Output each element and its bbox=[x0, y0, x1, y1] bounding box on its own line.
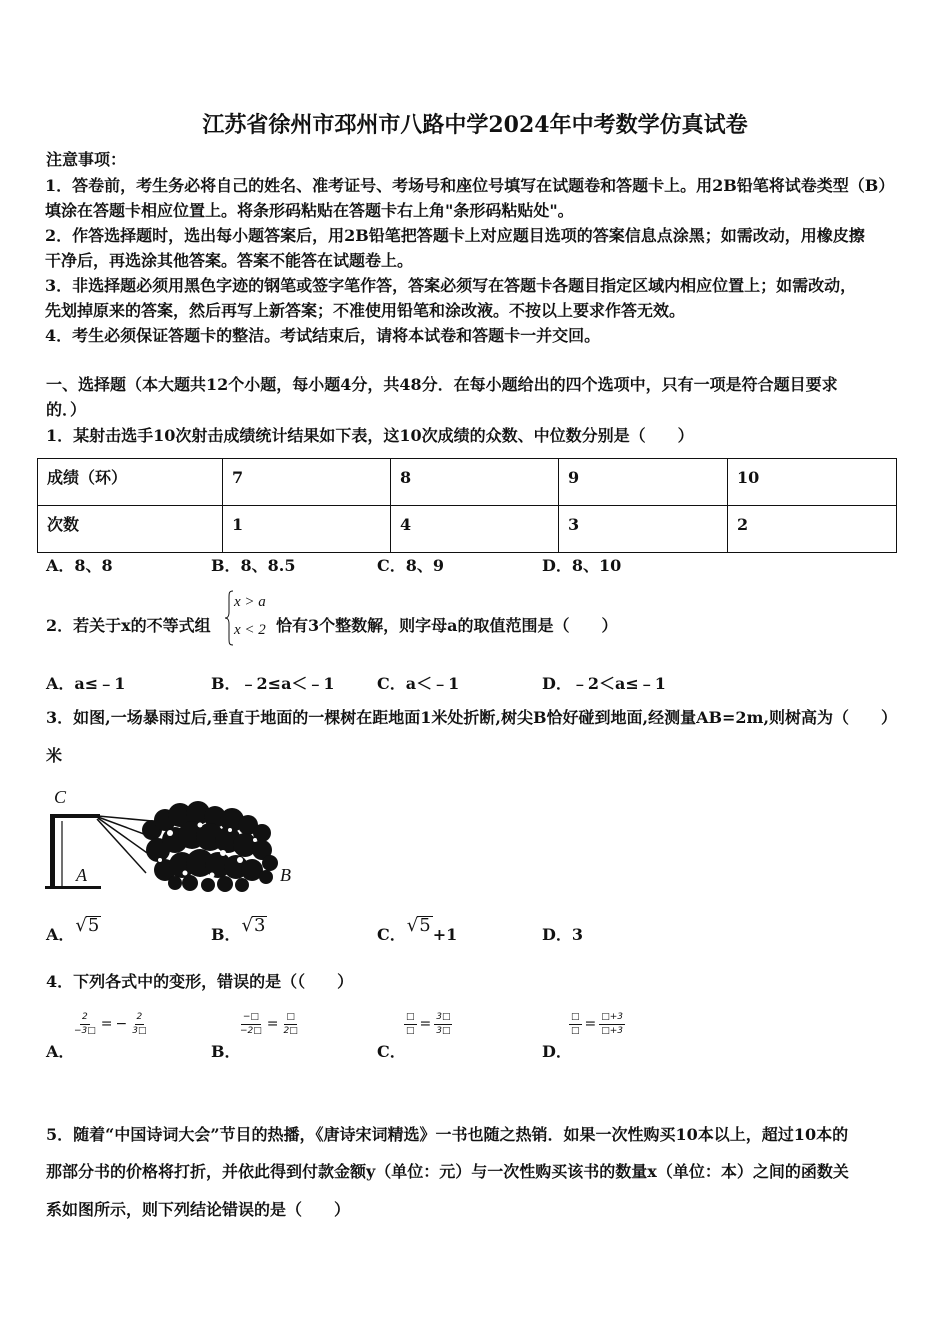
q3-option-d bbox=[542, 925, 583, 945]
table-row bbox=[38, 459, 897, 506]
radicand: 5 bbox=[419, 915, 431, 936]
radicand: 5 bbox=[87, 915, 100, 936]
question-1-stem: 1．某射击选手10次射击成绩统计结果如下表，这10次成绩的众数、中位数分别是（ ） bbox=[46, 426, 694, 445]
tree-trunk bbox=[45, 814, 101, 889]
question-3-stem: 米 bbox=[46, 746, 63, 765]
numerator: □ bbox=[404, 1012, 417, 1025]
table-cell: 4 bbox=[391, 506, 559, 553]
question-2-stem-start: 2．若关于x的不等式组 bbox=[46, 616, 211, 635]
q1-option-a: A．8、8 bbox=[46, 556, 113, 575]
broken-tree-figure bbox=[40, 785, 300, 895]
sqrt-symbol: √ bbox=[406, 915, 419, 936]
score-table bbox=[37, 458, 897, 553]
point-a-label: A bbox=[76, 865, 87, 885]
section-heading: 的．） bbox=[46, 400, 87, 419]
sqrt-expression bbox=[75, 915, 101, 936]
sqrt-symbol: √ bbox=[241, 915, 254, 936]
option-label: D． bbox=[542, 925, 572, 944]
equals-sign: = bbox=[266, 1016, 279, 1032]
notice-line: 先划掉原来的答案，然后再写上新答案；不准使用铅笔和涂改液。不按以上要求作答无效。 bbox=[45, 301, 686, 320]
numerator: □ bbox=[284, 1012, 297, 1025]
q3-option-b bbox=[211, 915, 267, 945]
q4-option-c-expression bbox=[404, 1012, 452, 1037]
numerator: □ bbox=[569, 1012, 582, 1025]
notice-line: 填涂在答题卡相应位置上。将条形码粘贴在答题卡右上角"条形码粘贴处"。 bbox=[45, 201, 574, 220]
fraction bbox=[130, 1012, 148, 1037]
numerator: 2 bbox=[135, 1012, 145, 1025]
notice-line: 4．考生必须保证答题卡的整洁。考试结束后，请将本试卷和答题卡一并交回。 bbox=[45, 326, 601, 345]
q4-option-a-expression bbox=[72, 1012, 148, 1037]
table-cell: 7 bbox=[223, 459, 391, 506]
option-suffix: +1 bbox=[432, 925, 458, 944]
denominator: □ bbox=[571, 1026, 580, 1036]
q4-option-a-label: A． bbox=[46, 1042, 75, 1061]
section-heading: 一、选择题（本大题共12个小题，每小题4分，共48分．在每小题给出的四个选项中，只有一项是符合题目要求 bbox=[46, 375, 838, 394]
point-b-label: B bbox=[280, 865, 291, 885]
q4-option-b-expression bbox=[238, 1012, 300, 1037]
equals-sign: = bbox=[584, 1016, 597, 1032]
q2-option-d: D．﹣2＜a≤﹣1 bbox=[542, 674, 666, 693]
notice-line: 干净后，再选涂其他答案。答案不能答在试题卷上。 bbox=[45, 251, 414, 270]
q3-option-a bbox=[46, 915, 101, 945]
fraction bbox=[72, 1012, 98, 1037]
table-cell: 9 bbox=[559, 459, 728, 506]
question-5-stem: 系如图所示，则下列结论错误的是（ ） bbox=[46, 1200, 351, 1219]
denominator: □+3 bbox=[601, 1026, 624, 1036]
numerator: −□ bbox=[241, 1012, 261, 1025]
sqrt-expression bbox=[407, 915, 433, 936]
equals-sign: = bbox=[100, 1016, 113, 1032]
inequality-2: x < 2 bbox=[234, 622, 266, 638]
question-2-stem-end: 恰有3个整数解，则字母a的取值范围是（ ） bbox=[276, 616, 618, 635]
fraction bbox=[404, 1012, 417, 1037]
notice-line: 2．作答选择题时，选出每小题答案后，用2B铅笔把答题卡上对应题目选项的答案信息点涂黑；如需改动，用橡皮擦 bbox=[45, 226, 865, 245]
notice-line: 3．非选择题必须用黑色字迹的钢笔或签字笔作答，答案必须写在答题卡各题目指定区域内相应位置上；如需改动， bbox=[45, 276, 857, 295]
inequality-1: x > a bbox=[234, 594, 266, 610]
table-cell: 3 bbox=[559, 506, 728, 553]
table-row bbox=[38, 506, 897, 553]
tree-crown bbox=[142, 801, 278, 892]
sqrt-symbol: √ bbox=[75, 915, 87, 936]
question-5-stem: 那部分书的价格将打折，并依此得到付款金额y（单位：元）与一次性购买该书的数量x（单位：本）之间的函数关 bbox=[46, 1162, 849, 1181]
radicand: 3 bbox=[254, 915, 266, 936]
fraction bbox=[434, 1012, 452, 1037]
numerator: □+3 bbox=[599, 1012, 625, 1025]
q1-option-c: C．8、9 bbox=[377, 556, 445, 575]
numerator: 3□ bbox=[434, 1012, 452, 1025]
table-cell: 成绩（环） bbox=[38, 459, 223, 506]
fraction bbox=[569, 1012, 582, 1037]
table-cell: 2 bbox=[728, 506, 897, 553]
table-cell: 1 bbox=[223, 506, 391, 553]
minus-sign: − bbox=[115, 1016, 128, 1032]
option-label: B． bbox=[211, 925, 241, 944]
q2-option-b: B．﹣2≤a＜﹣1 bbox=[211, 674, 335, 693]
option-label: C． bbox=[377, 925, 406, 944]
q4-option-c-label: C． bbox=[377, 1042, 406, 1061]
table-cell: 10 bbox=[728, 459, 897, 506]
q4-option-d-label: D． bbox=[542, 1042, 572, 1061]
question-5-stem: 5．随着“中国诗词大会”节目的热播，《唐诗宋词精选》一书也随之热销．如果一次性购买10本以上，超过10本的 bbox=[46, 1125, 849, 1144]
sqrt-expression bbox=[242, 915, 268, 936]
denominator: −3□ bbox=[74, 1026, 96, 1036]
option-label: A． bbox=[46, 925, 75, 944]
question-4-stem: 4．下列各式中的变形，错误的是（（ ） bbox=[46, 972, 354, 991]
fraction bbox=[282, 1012, 300, 1037]
q4-option-b-label: B． bbox=[211, 1042, 241, 1061]
notice-heading: 注意事项： bbox=[46, 150, 127, 169]
denominator: −2□ bbox=[240, 1026, 262, 1036]
q2-option-c: C．a＜﹣1 bbox=[377, 674, 460, 693]
fraction bbox=[238, 1012, 264, 1037]
q1-option-b: B．8、8.5 bbox=[211, 556, 296, 575]
fraction bbox=[599, 1012, 625, 1037]
page-title: 江苏省徐州市邳州市八路中学2024年中考数学仿真试卷 bbox=[202, 112, 748, 138]
denominator: □ bbox=[406, 1026, 415, 1036]
denominator: 2□ bbox=[283, 1026, 298, 1036]
option-value: 3 bbox=[571, 925, 584, 944]
denominator: 3□ bbox=[436, 1026, 451, 1036]
q4-option-d-expression bbox=[569, 1012, 625, 1037]
q2-option-a: A．a≤﹣1 bbox=[46, 674, 126, 693]
equals-sign: = bbox=[419, 1016, 432, 1032]
notice-line: 1．答卷前，考生务必将自己的姓名、准考证号、考场号和座位号填写在试题卷和答题卡上。用2B铅笔将试卷类型（B） bbox=[45, 176, 895, 195]
q3-option-c bbox=[377, 915, 458, 945]
question-3-stem: 3．如图,一场暴雨过后,垂直于地面的一棵树在距地面1米处折断,树尖B恰好碰到地面,经测量AB=2m,则树高为（ ） bbox=[46, 708, 898, 727]
denominator: 3□ bbox=[132, 1026, 147, 1036]
table-cell: 次数 bbox=[38, 506, 223, 553]
q1-option-d: D．8、10 bbox=[542, 556, 622, 575]
table-cell: 8 bbox=[391, 459, 559, 506]
left-brace-icon bbox=[224, 590, 234, 646]
point-c-label: C bbox=[54, 787, 67, 807]
numerator: 2 bbox=[80, 1012, 90, 1025]
